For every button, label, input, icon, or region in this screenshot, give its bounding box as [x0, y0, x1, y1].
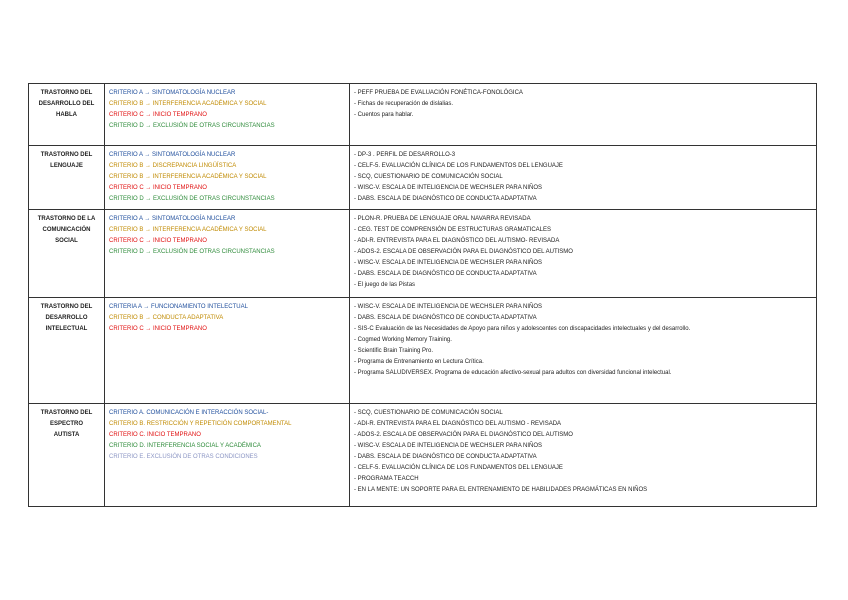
table-row — [29, 146, 817, 210]
tools-cell — [350, 404, 817, 507]
tool-item: - Fichas de recuperación de dislalias. — [354, 101, 454, 107]
disorder-cell — [29, 84, 105, 146]
criterion-item: CRITERIO D. INTERFERENCIA SOCIAL Y ACADÉMICA — [109, 443, 261, 449]
tool-item: - SIS-C Evaluación de las Necesidades de Apoyo para niños y adolescentes con discapacidades intelectuales y del desarrollo. — [354, 326, 691, 332]
disorder-name-line: DESARROLLO DEL — [38, 101, 95, 107]
disorder-name-line: TRASTORNO DEL — [40, 152, 93, 158]
criteria-cell — [105, 404, 350, 507]
criteria-cell — [105, 146, 350, 210]
disorder-name-line: COMUNICACIÓN — [42, 227, 91, 233]
tool-item: - WISC-V. ESCALA DE INTELIGENCIA DE WECHSLER PARA NIÑOS — [354, 260, 543, 266]
criterion-item: CRITERIO D → EXCLUSIÓN DE OTRAS CIRCUNSTANCIAS — [109, 249, 275, 255]
disorder-name-line: AUTISTA — [53, 432, 80, 438]
tool-item: - EN LA MENTE: UN SOPORTE PARA EL ENTRENAMIENTO DE HABILIDADES PRAGMÁTICAS EN NIÑOS — [354, 487, 648, 493]
diagnosis-table — [28, 83, 817, 507]
tool-item: - DABS. ESCALA DE DIAGNÓSTICO DE CONDUCTA ADAPTATIVA — [354, 315, 537, 321]
criterion-item: CRITERIO E. EXCLUSIÓN DE OTRAS CONDICIONES — [109, 454, 258, 460]
tools-cell — [350, 84, 817, 146]
criterion-item: CRITERIO B → INTERFERENCIA ACADÉMICA Y SOCIAL — [109, 227, 267, 233]
criterion-item: CRITERIO B → DISCREPANCIA LINGÜÍSTICA — [109, 163, 237, 169]
tool-item: - SCQ, CUESTIONARIO DE COMUNICACIÓN SOCIAL — [354, 174, 503, 180]
tool-item: - ADI-R. ENTREVISTA PARA EL DIAGNÓSTICO DEL AUTISMO - REVISADA — [354, 421, 562, 427]
table-body — [29, 84, 817, 507]
criteria-cell — [105, 298, 350, 404]
tool-item: - PEFF PRUEBA DE EVALUACIÓN FONÉTICA-FONOLÓGICA — [354, 90, 523, 96]
tool-item: - Scientific Brain Training Pro. — [354, 348, 434, 354]
criteria-cell — [105, 210, 350, 298]
tool-item: - Programa SALUDIVERSEX. Programa de educación afectivo-sexual para adultos con diversidad funcional intelectual. — [354, 370, 672, 376]
disorder-name-line: INTELECTUAL — [45, 326, 88, 332]
table-row — [29, 404, 817, 507]
disorder-cell — [29, 210, 105, 298]
tool-item: - PROGRAMA TEACCH — [354, 476, 419, 482]
disorder-name-line: TRASTORNO DEL — [40, 304, 93, 310]
criterion-item: CRITERIA A → FUNCIONAMIENTO INTELECTUAL — [109, 304, 248, 310]
tool-item: - DABS. ESCALA DE DIAGNÓSTICO DE CONDUCTA ADAPTATIVA — [354, 454, 537, 460]
criterion-item: CRITERIO D → EXCLUSIÓN DE OTRAS CIRCUNSTANCIAS — [109, 123, 275, 129]
criterion-item: CRITERIO A → SINTOMATOLOGÍA NUCLEAR — [109, 90, 236, 96]
tool-item: - El juego de las Pistas — [354, 282, 416, 288]
tool-item: - Cogmed Working Memory Training. — [354, 337, 452, 343]
tool-item: - CEG. TEST DE COMPRENSIÓN DE ESTRUCTURAS GRAMATICALES — [354, 227, 552, 233]
disorder-name-line: DESARROLLO — [45, 315, 88, 321]
table-row — [29, 84, 817, 146]
criterion-item: CRITERIO A → SINTOMATOLOGÍA NUCLEAR — [109, 216, 236, 222]
disorder-cell — [29, 298, 105, 404]
tool-item: - WISC-V. ESCALA DE INTELIGENCIA DE WECHSLER PARA NIÑOS — [354, 443, 543, 449]
disorder-name-line: TRASTORNO DEL — [40, 410, 93, 416]
tool-item: - DABS. ESCALA DE DIAGNÓSTICO DE CONDUCTA ADAPTATIVA — [354, 196, 537, 202]
disorder-name-line: HABLA — [56, 112, 77, 118]
disorder-cell — [29, 146, 105, 210]
tool-item: - ADOS-2. ESCALA DE OBSERVACIÓN PARA EL DIAGNÓSTICO DEL AUTISMO — [354, 249, 573, 255]
tool-item: - WISC-V. ESCALA DE INTELIGENCIA DE WECHSLER PARA NIÑOS — [354, 304, 543, 310]
disorder-cell — [29, 404, 105, 507]
criterion-item: CRITERIO C → INICIO TEMPRANO — [109, 238, 207, 244]
disorder-name-line: TRASTORNO DEL — [40, 90, 93, 96]
criterion-item: CRITERIO C → INICIO TEMPRANO — [109, 326, 207, 332]
disorder-name-line: TRASTORNO DE LA — [37, 216, 96, 222]
tool-item: - ADI-R. ENTREVISTA PARA EL DIAGNÓSTICO DEL AUTISMO- REVISADA — [354, 238, 560, 244]
criteria-cell — [105, 84, 350, 146]
criterion-item: CRITERIO B → CONDUCTA ADAPTATIVA — [109, 315, 224, 321]
disorder-name-line: ESPECTRO — [49, 421, 83, 427]
tool-item: - SCQ, CUESTIONARIO DE COMUNICACIÓN SOCIAL — [354, 410, 503, 416]
tool-item: - WISC-V. ESCALA DE INTELIGENCIA DE WECHSLER PARA NIÑOS — [354, 185, 543, 191]
tool-item: - DABS. ESCALA DE DIAGNÓSTICO DE CONDUCTA ADAPTATIVA — [354, 271, 537, 277]
tools-cell — [350, 298, 817, 404]
tool-item: - Programa de Entrenamiento en Lectura Crítica. — [354, 359, 484, 365]
table-row — [29, 210, 817, 298]
criterion-item: CRITERIO B → INTERFERENCIA ACADÉMICA Y SOCIAL — [109, 174, 267, 180]
criterion-item: CRITERIO B. RESTRICCIÓN Y REPETICIÓN COMPORTAMENTAL — [109, 421, 292, 427]
criterion-item: CRITERIO A → SINTOMATOLOGÍA NUCLEAR — [109, 152, 236, 158]
criterion-item: CRITERIO A. COMUNICACIÓN E INTERACCIÓN SOCIAL- — [109, 410, 269, 416]
tool-item: - PLON-R. PRUEBA DE LENGUAJE ORAL NAVARRA REVISADA — [354, 216, 531, 222]
tool-item: - Cuentos para hablar. — [354, 112, 414, 118]
tool-item: - ADOS-2. ESCALA DE OBSERVACIÓN PARA EL DIAGNÓSTICO DEL AUTISMO — [354, 432, 573, 438]
tool-item: - DP-3 . PERFIL DE DESARROLLO-3 — [354, 152, 456, 158]
tools-cell — [350, 210, 817, 298]
criterion-item: CRITERIO C. INICIO TEMPRANO — [109, 432, 201, 438]
criterion-item: CRITERIO C → INICIO TEMPRANO — [109, 112, 207, 118]
tools-cell — [350, 146, 817, 210]
criterion-item: CRITERIO B → INTERFERENCIA ACADÉMICA Y SOCIAL — [109, 101, 267, 107]
disorder-name-line: SOCIAL — [55, 238, 78, 244]
criterion-item: CRITERIO C → INICIO TEMPRANO — [109, 185, 207, 191]
criterion-item: CRITERIO D → EXCLUSIÓN DE OTRAS CIRCUNSTANCIAS — [109, 196, 275, 202]
tool-item: - CELF-5. EVALUACIÓN CLÍNICA DE LOS FUNDAMENTOS DEL LENGUAJE — [354, 465, 563, 471]
disorder-name-line: LENGUAJE — [50, 163, 83, 169]
table-row — [29, 298, 817, 404]
tool-item: - CELF-5. EVALUACIÓN CLÍNICA DE LOS FUNDAMENTOS DEL LENGUAJE — [354, 163, 563, 169]
